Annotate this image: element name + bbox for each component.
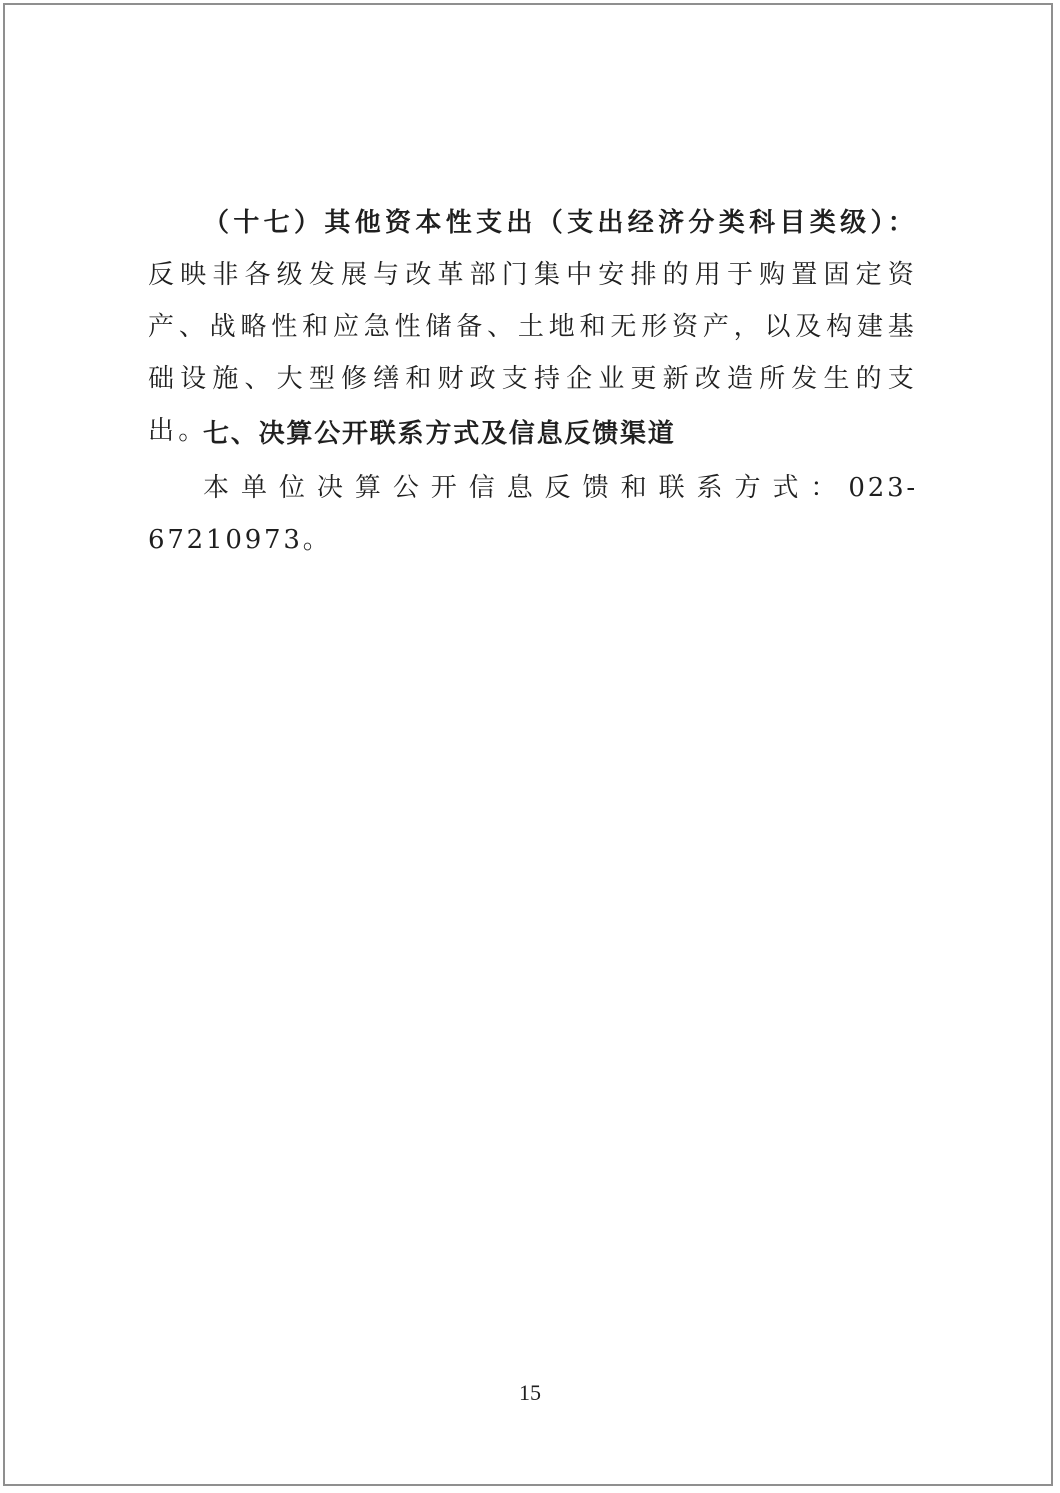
section-17-body: 反映非各级发展与改革部门集中安排的用于购置固定资产、战略性和应急性储备、土地和无形资产，以及构建基础设施、大型修缮和财政支持企业更新改造所发生的支出。 xyxy=(148,260,918,446)
section-17-heading: （十七）其他资本性支出（支出经济分类科目类级）： xyxy=(203,208,918,238)
page-number: 15 xyxy=(519,1380,541,1405)
section-7-body: 本单位决算公开信息反馈和联系方式：023-67210973。 xyxy=(148,473,918,555)
section-7-heading: 七、决算公开联系方式及信息反馈渠道 xyxy=(203,419,676,449)
